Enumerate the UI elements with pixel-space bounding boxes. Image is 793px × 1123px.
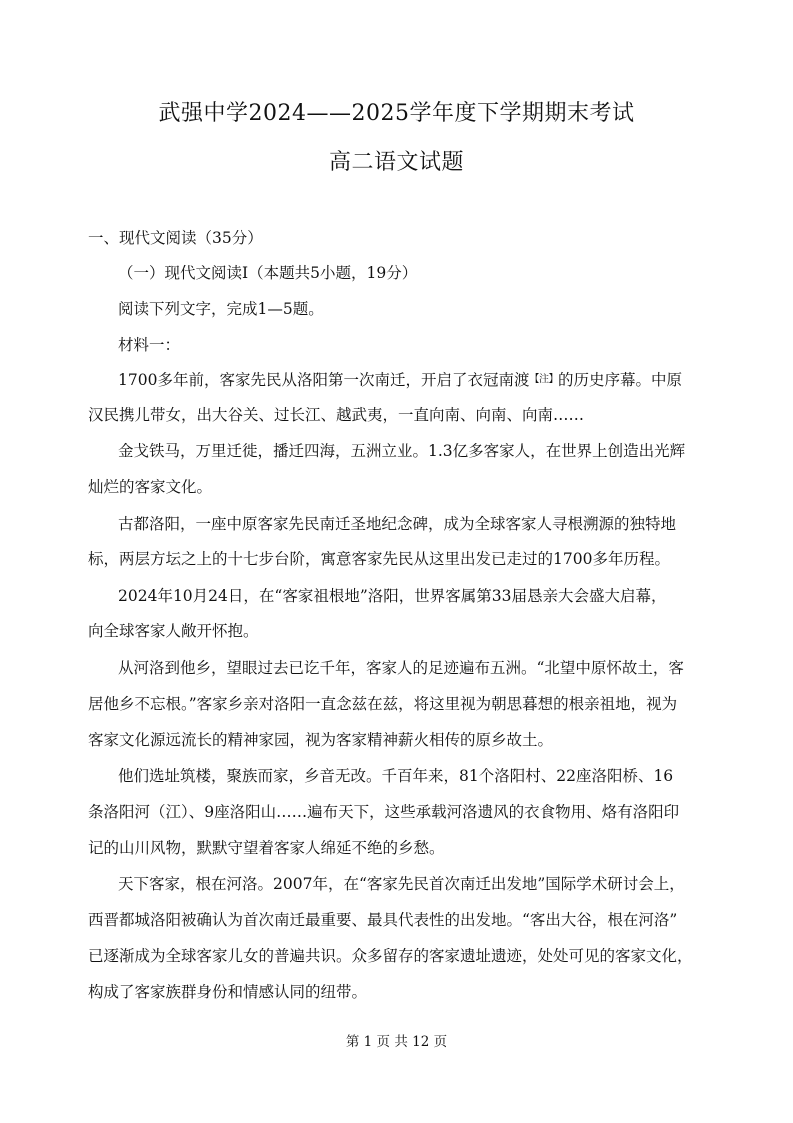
paragraph-2-line-2: 灿烂的客家文化。	[88, 478, 213, 496]
paragraph-6-line-3: 记的山川风物，默默守望着客家人绵延不绝的乡愁。	[88, 839, 445, 857]
paragraph-6-line-2: 条洛阳河（江）、9座洛阳山……遍布天下，这些承载河洛遗风的衣食物用、烙有洛阳印	[88, 803, 680, 821]
paragraph-1-line-1	[118, 370, 682, 390]
paragraph-7-line-3: 已逐渐成为全球客家儿女的普遍共识。众多留存的客家遗址遗迹，处处可见的客家文化，	[88, 947, 693, 965]
reading-instruction: 阅读下列文字，完成1—5题。	[118, 300, 324, 318]
paragraph-5-line-2: 居他乡不忘根。”客家乡亲对洛阳一直念兹在兹，将这里视为朝思暮想的根亲祖地，视为	[88, 695, 678, 713]
paragraph-1-line-2: 汉民携儿带女，出大谷关、过长江、越武夷，一直向南、向南、向南……	[88, 406, 585, 424]
page-footer: 第 1 页 共 12 页	[345, 1034, 448, 1050]
paragraph-3-line-1: 古都洛阳，一座中原客家先民南迁圣地纪念碑，成为全球客家人寻根溯源的独特地	[118, 515, 677, 533]
paragraph-3-line-2: 标，两层方坛之上的十七步台阶，寓意客家先民从这里出发已走过的1700多年历程。	[88, 550, 670, 568]
section-heading: 一、现代文阅读（35分）	[88, 229, 263, 247]
paragraph-text: 1700多年前，客家先民从洛阳第一次南迁，开启了衣冠南渡	[118, 371, 530, 389]
sub-section-heading: （一）现代文阅读Ⅰ（本题共5小题，19分）	[118, 264, 418, 282]
paragraph-4-line-1: 2024年10月24日，在“客家祖根地”洛阳，世界客属第33届恳亲大会盛大启幕，	[118, 587, 667, 605]
paragraph-2-line-1: 金戈铁马，万里迁徙，播迁四海，五洲立业。1.3亿多客家人，在世界上创造出光辉	[118, 442, 686, 460]
material-label: 材料一：	[118, 336, 181, 354]
exam-subtitle: 高二语文试题	[328, 150, 464, 175]
paragraph-4-line-2: 向全球客家人敞开怀抱。	[88, 622, 259, 640]
paragraph-5-line-1: 从河洛到他乡，望眼过去已讫千年，客家人的足迹遍布五洲。“北望中原怀故土，客	[118, 659, 684, 677]
exam-title: 武强中学2024——2025学年度下学期期末考试	[158, 101, 635, 126]
paragraph-7-line-4: 构成了客家族群身份和情感认同的纽带。	[88, 983, 368, 1001]
paragraph-5-line-3: 客家文化源远流长的精神家园，视为客家精神薪火相传的原乡故土。	[88, 731, 554, 749]
paragraph-6-line-1: 他们选址筑楼，聚族而家，乡音无改。千百年来，81个洛阳村、22座洛阳桥、16	[118, 767, 674, 785]
paragraph-text: 的历史序幕。中原	[557, 371, 682, 389]
paragraph-7-line-1: 天下客家，根在河洛。2007年，在“客家先民首次南迁出发地”国际学术研讨会上，	[118, 875, 685, 893]
annotation-mark: 【注】	[529, 374, 558, 385]
paragraph-7-line-2: 西晋都城洛阳被确认为首次南迁最重要、最具代表性的出发地。“客出大谷，根在河洛”	[88, 911, 678, 929]
